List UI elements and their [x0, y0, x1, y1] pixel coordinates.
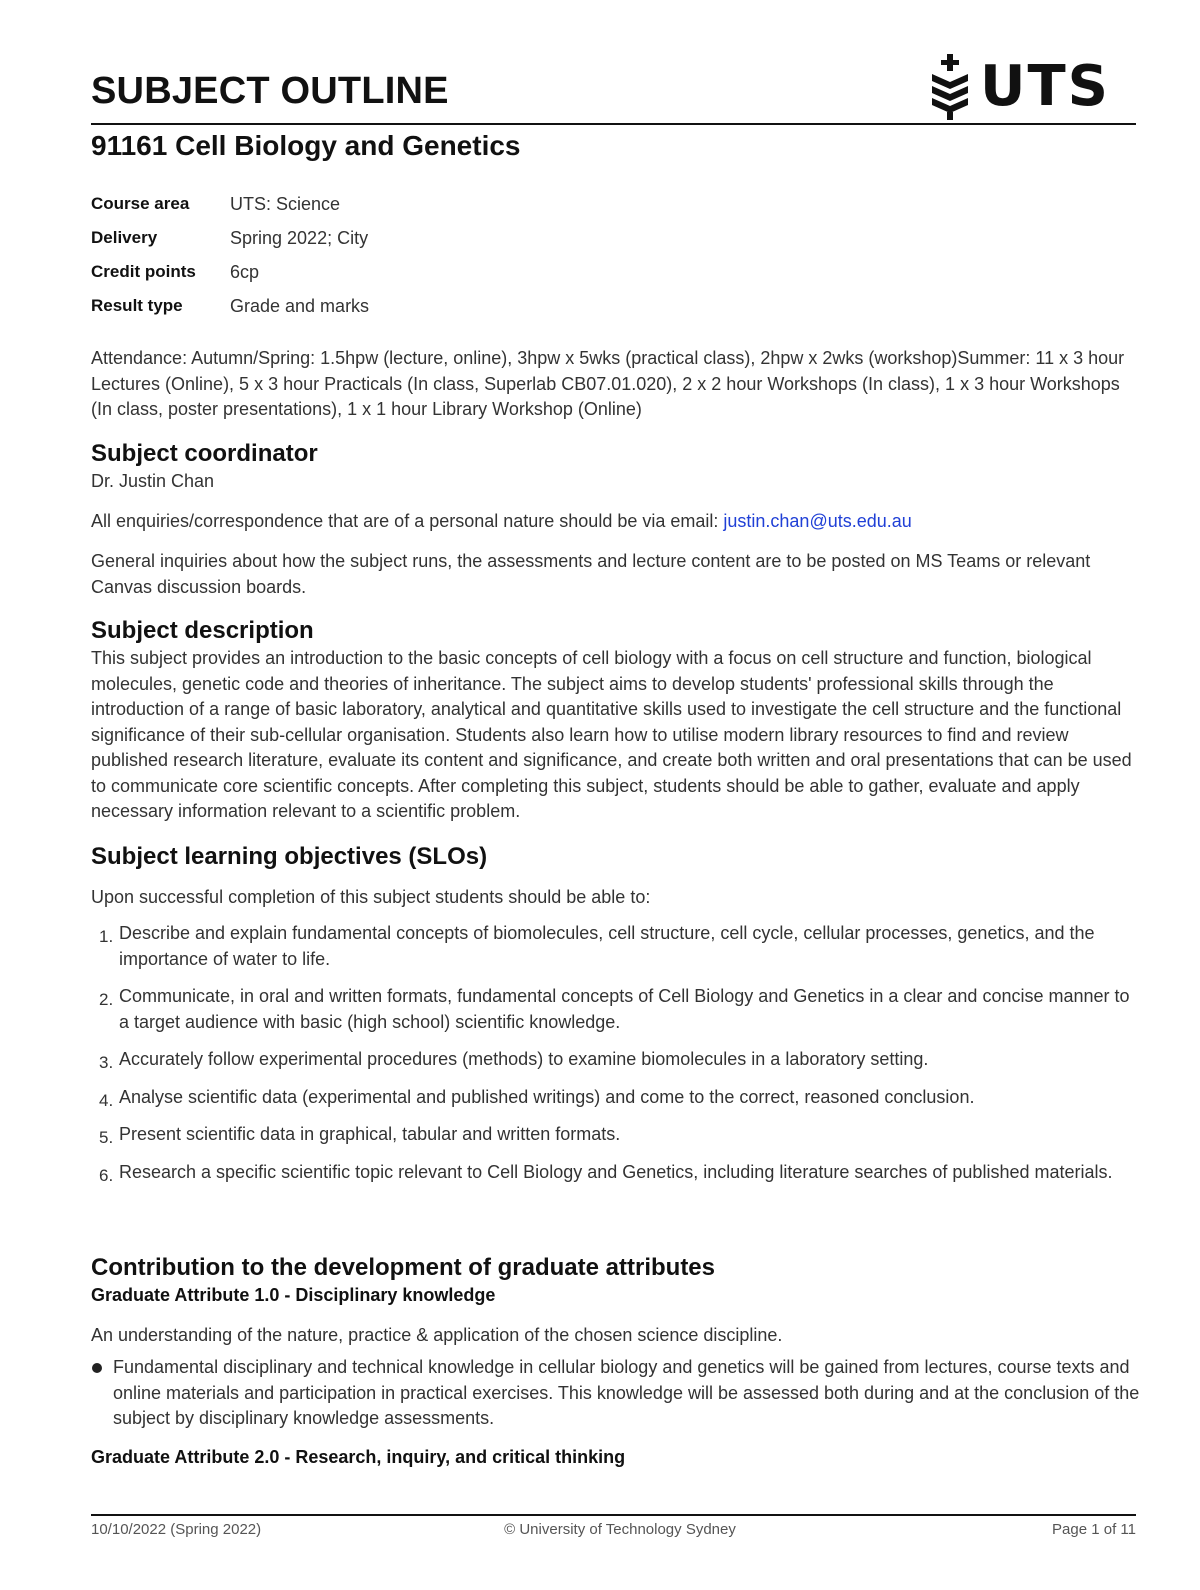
- meta-row-credit-points: [91, 262, 369, 296]
- bullet-icon: [92, 1363, 102, 1373]
- slo-number: 3.: [99, 1053, 114, 1072]
- slo-number: 2.: [99, 990, 114, 1009]
- title-divider: [91, 123, 1136, 125]
- slo-text: Accurately follow experimental procedures (methods) to examine biomolecules in a laboratory setting.: [119, 1049, 929, 1069]
- slo-text: Present scientific data in graphical, tabular and written formats.: [119, 1124, 621, 1144]
- coordinator-email-link[interactable]: justin.chan@uts.edu.au: [723, 511, 912, 531]
- list-item: [91, 1160, 1136, 1186]
- logo-wordmark: UTS: [980, 54, 1111, 119]
- description-text: This subject provides an introduction to the basic concepts of cell biology with a focus on cell structure and function, biological molecules, genetic code and theories of inheritance. The subject aims to develop students' professional skills through the introduction of a range of basic laboratory, analytical and quantitative skills used to investigate the cell structure and the functional significance of their sub-cellular organisation. Students also learn how to utilise modern library resources to find and review published research literature, evaluate its content and significance, and create both written and oral presentations that can be used to communicate core scientific concepts. After completing this subject, students should be able to gather, evaluate and apply necessary information relevant to a scientific problem.: [91, 648, 1132, 821]
- meta-value: Grade and marks: [230, 296, 370, 316]
- meta-value: UTS: Science: [230, 194, 341, 214]
- meta-value: Spring 2022; City: [230, 228, 369, 248]
- enquiries-text: All enquiries/correspondence that are of a personal nature should be via email:: [91, 511, 724, 531]
- footer-page-number: Page 1 of 11: [1052, 1521, 1136, 1538]
- slo-number: 1.: [99, 927, 114, 946]
- subject-meta-table: [91, 194, 369, 330]
- slo-heading: Subject learning objectives (SLOs): [91, 843, 488, 870]
- list-item: [91, 921, 1136, 972]
- uts-logo: [928, 52, 1111, 122]
- slo-number: 6.: [99, 1165, 114, 1185]
- meta-row-result-type: [91, 296, 369, 330]
- coordinator-heading: Subject coordinator: [91, 440, 318, 467]
- list-item: [91, 1047, 1136, 1073]
- coordinator-name: Dr. Justin Chan: [91, 471, 215, 491]
- attendance-text: Attendance: Autumn/Spring: 1.5hpw (lecture, online), 3hpw x 5wks (practical class), 2hpw x 2wks (workshop)Summer: 11 x 3 hour Lectures (Online), 5 x 3 hour Practicals (In class, Superlab CB07.01.020), 2 x 2 hour Workshops (In class), 1 x 3 hour Workshops (In class, poster presentations), 1 x 1 hour Library Workshop (Online): [91, 348, 1125, 419]
- meta-label: Course area: [91, 194, 190, 213]
- description-heading: Subject description: [91, 617, 314, 644]
- general-inquiries-text: General inquiries about how the subject runs, the assessments and lecture content are to be posted on MS Teams or relevant Canvas discussion boards.: [91, 551, 1091, 597]
- meta-row-delivery: [91, 228, 369, 262]
- uts-crest-icon: [928, 52, 972, 122]
- meta-label: Credit points: [91, 262, 196, 281]
- slo-text: Research a specific scientific topic relevant to Cell Biology and Genetics, including literature searches of published materials.: [119, 1161, 1113, 1182]
- slo-text: Communicate, in oral and written formats, fundamental concepts of Cell Biology and Genetics in a clear and concise manner to a target audience with basic (high school) scientific knowledge.: [119, 986, 1130, 1032]
- list-item: [91, 1122, 1136, 1148]
- footer-date: 10/10/2022 (Spring 2022): [91, 1521, 262, 1538]
- ga2-heading: Graduate Attribute 2.0 - Research, inquiry, and critical thinking: [91, 1447, 626, 1467]
- footer-divider: [91, 1514, 1136, 1516]
- meta-value: 6cp: [230, 262, 260, 282]
- ga1-intro: An understanding of the nature, practice & application of the chosen science discipline.: [91, 1325, 783, 1345]
- footer-copyright: © University of Technology Sydney: [504, 1521, 736, 1538]
- meta-label: Delivery: [91, 228, 158, 247]
- enquiries-paragraph: [91, 509, 1136, 535]
- slo-text: Analyse scientific data (experimental and published writings) and come to the correct, reasoned conclusion.: [119, 1086, 975, 1107]
- ga1-bullet-item: [91, 1355, 1158, 1432]
- subject-title: 91161 Cell Biology and Genetics: [91, 130, 521, 161]
- list-item: [91, 984, 1136, 1035]
- ga1-bullet-text: Fundamental disciplinary and technical knowledge in cellular biology and genetics will be gained from lectures, course texts and online materials and participation in practical exercises. This knowledge will be assessed both during and at the conclusion of the subject by disciplinary knowledge assessments.: [113, 1357, 1140, 1428]
- document-title: SUBJECT OUTLINE: [91, 70, 449, 112]
- slo-text: Describe and explain fundamental concepts of biomolecules, cell structure, cell cycle, cellular processes, genetics, and the importance of water to life.: [119, 923, 1095, 969]
- graduate-attributes-heading: Contribution to the development of graduate attributes: [91, 1254, 715, 1281]
- ga1-heading: Graduate Attribute 1.0 - Disciplinary knowledge: [91, 1285, 496, 1305]
- slo-intro: Upon successful completion of this subject students should be able to:: [91, 887, 651, 907]
- slo-list: [91, 921, 1136, 1197]
- slo-number: 5.: [99, 1128, 114, 1147]
- slo-number: 4.: [99, 1090, 114, 1110]
- meta-row-course-area: [91, 194, 369, 228]
- list-item: [91, 1085, 1136, 1111]
- meta-label: Result type: [91, 296, 183, 315]
